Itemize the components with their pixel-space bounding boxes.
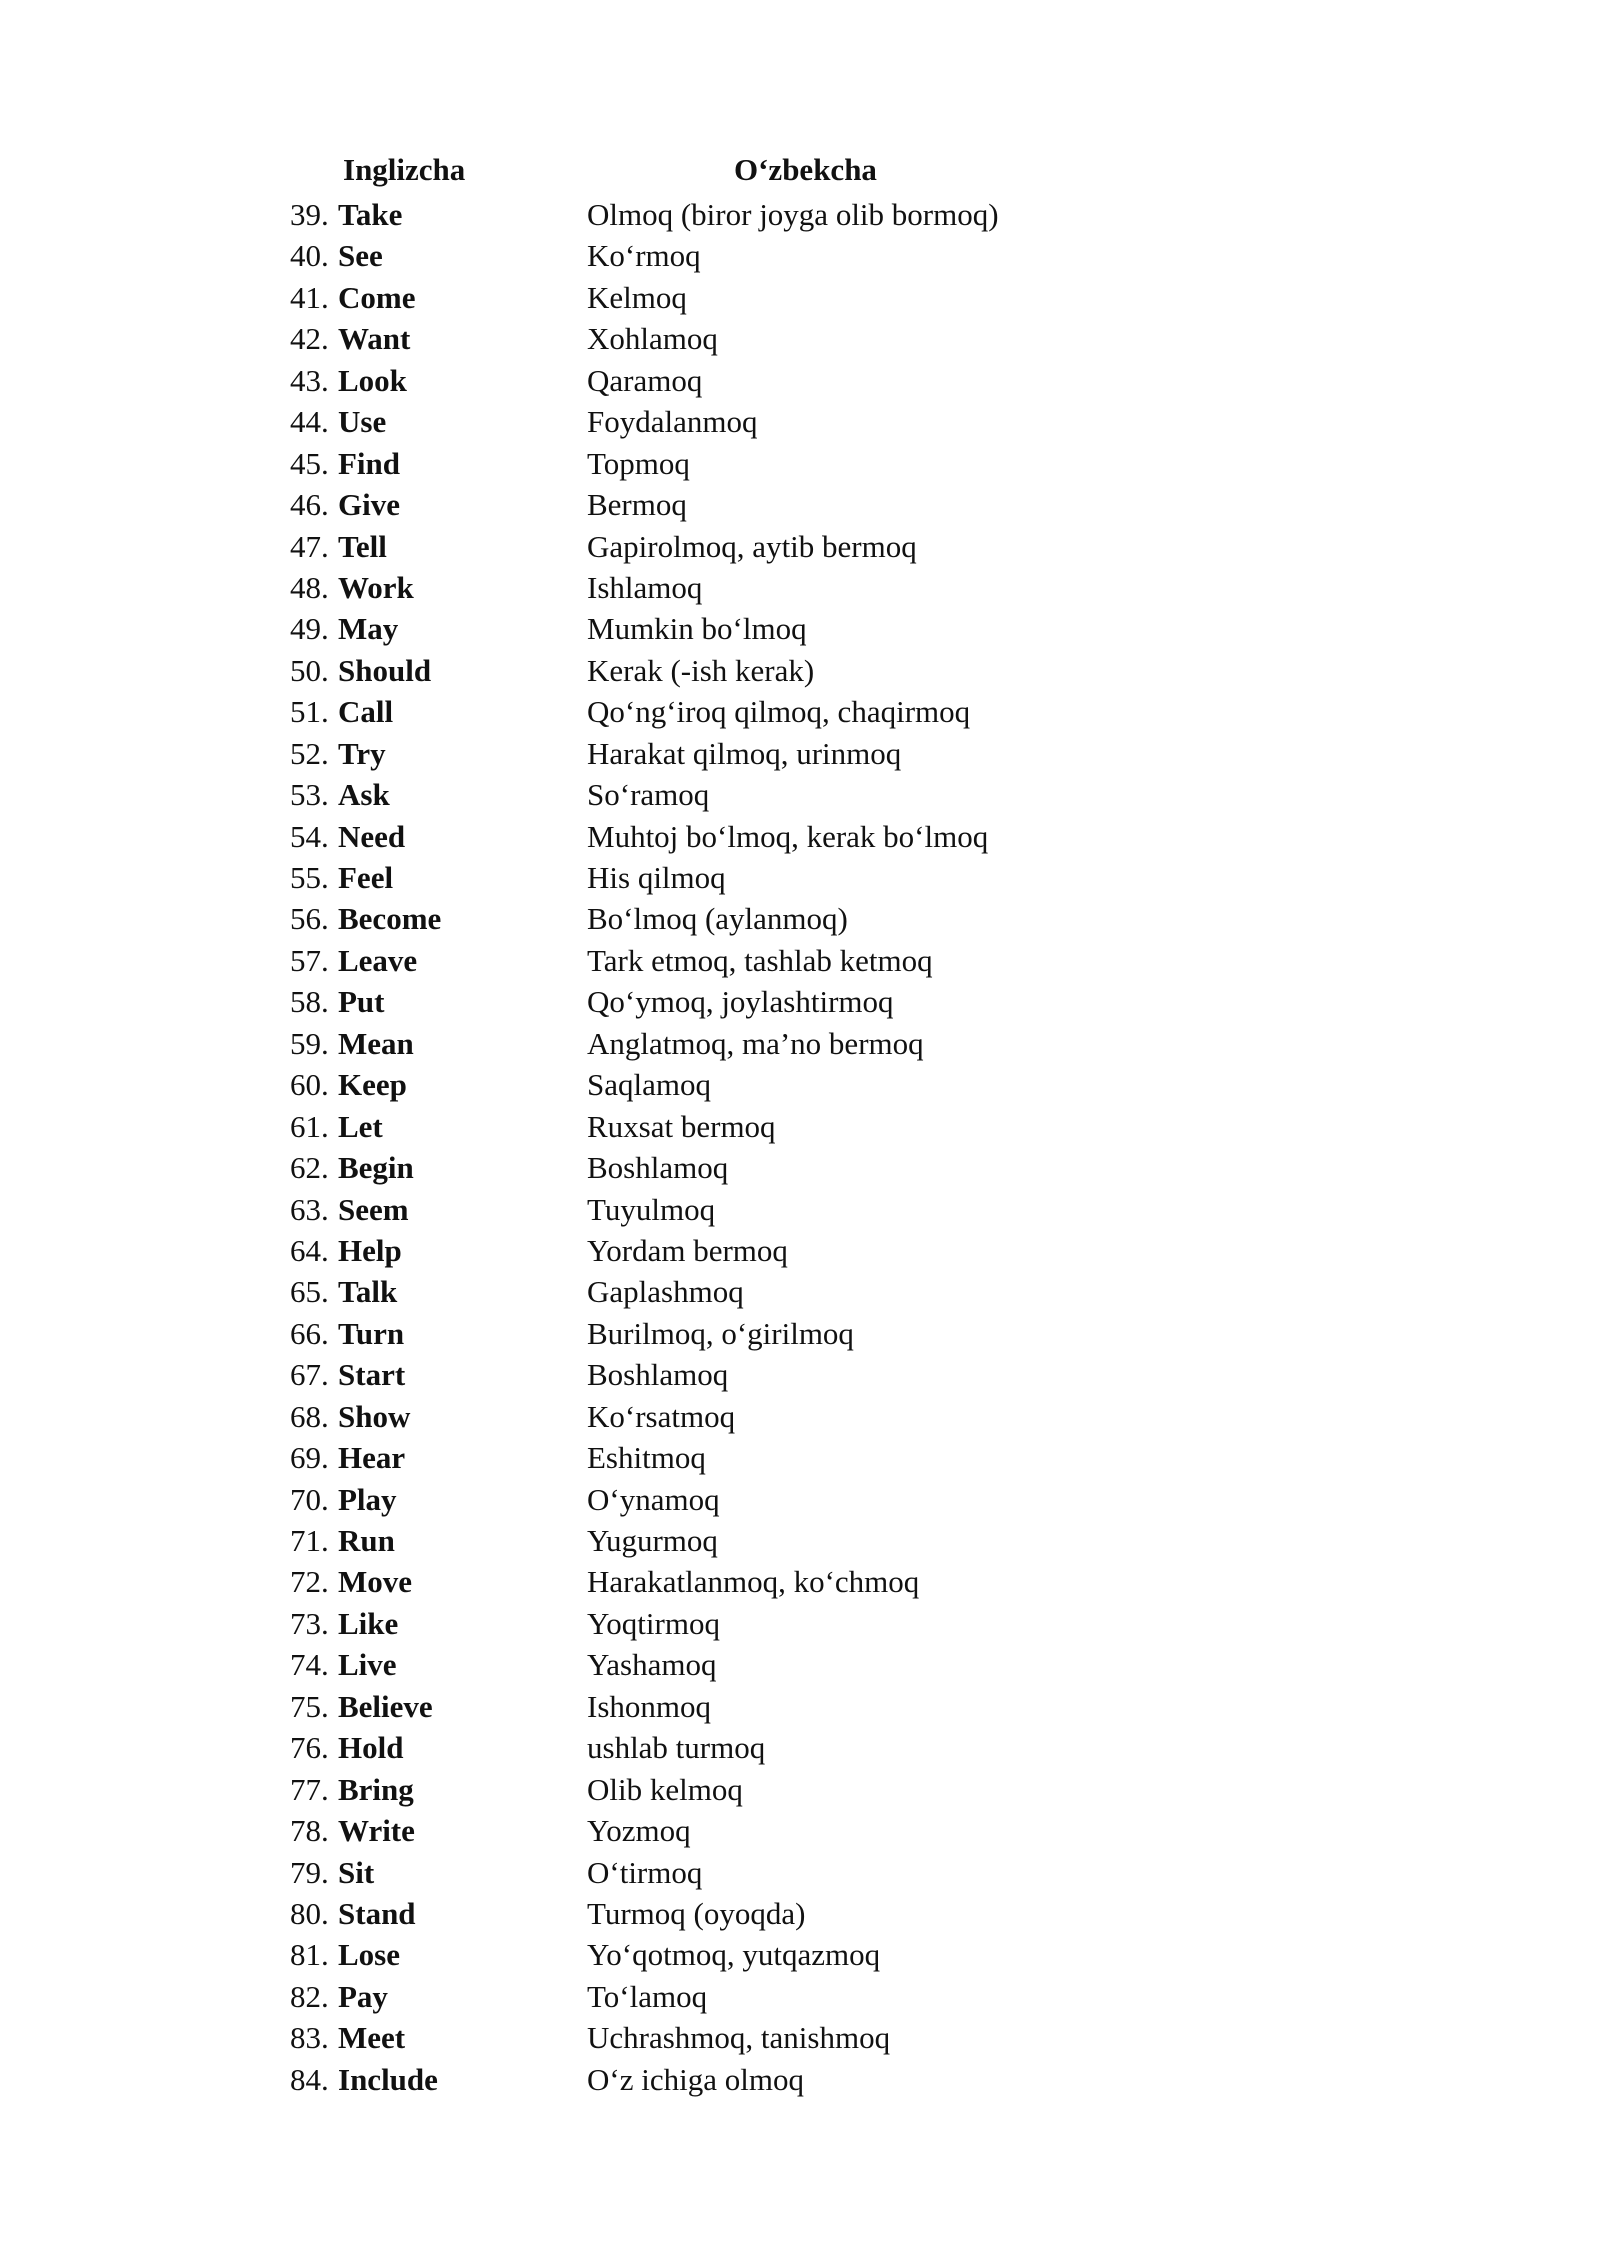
word-number: 57. — [290, 942, 329, 978]
word-number: 68. — [290, 1398, 329, 1434]
english-word: Hold — [338, 1730, 404, 1766]
word-number: 66. — [290, 1315, 329, 1351]
word-number: 41. — [290, 279, 329, 315]
uzbek-translation: Mumkin bo‘lmoq — [587, 611, 807, 647]
english-word: Play — [338, 1481, 397, 1517]
uzbek-translation: Harakat qilmoq, urinmoq — [587, 735, 902, 771]
word-number: 63. — [290, 1191, 329, 1227]
uzbek-translation: Bermoq — [587, 487, 687, 523]
word-number: 67. — [290, 1357, 329, 1393]
word-number: 76. — [290, 1730, 329, 1766]
uzbek-translation: Ko‘rsatmoq — [587, 1398, 736, 1434]
uzbek-translation: Gaplashmoq — [587, 1274, 744, 1310]
uzbek-translation: O‘tirmoq — [587, 1854, 703, 1890]
uzbek-translation: His qilmoq — [587, 860, 726, 895]
word-row — [0, 1810, 1600, 1851]
word-number: 81. — [290, 1937, 329, 1973]
uzbek-translation: Yugurmoq — [587, 1523, 718, 1558]
word-number: 60. — [290, 1067, 329, 1103]
word-number: 58. — [290, 984, 329, 1020]
word-row — [0, 526, 1600, 567]
uzbek-translation: Yordam bermoq — [587, 1232, 788, 1268]
uzbek-translation: Qaramoq — [587, 362, 703, 398]
word-number: 51. — [290, 694, 329, 730]
uzbek-translation: Muhtoj bo‘lmoq, kerak bo‘lmoq — [587, 818, 989, 854]
word-row — [0, 1230, 1600, 1271]
english-word: Meet — [338, 2020, 406, 2056]
uzbek-translation: Yashamoq — [587, 1647, 717, 1683]
word-number: 62. — [290, 1150, 329, 1186]
word-row — [0, 650, 1600, 691]
uzbek-translation: O‘z ichiga olmoq — [587, 2061, 804, 2097]
word-row — [0, 1479, 1600, 1520]
english-word: Hear — [338, 1440, 406, 1476]
word-row — [0, 2017, 1600, 2058]
uzbek-translation: Foydalanmoq — [587, 404, 758, 440]
word-number: 84. — [290, 2061, 329, 2097]
word-row — [0, 857, 1600, 898]
word-number: 42. — [290, 321, 329, 357]
word-number: 39. — [290, 197, 329, 232]
word-row — [0, 1561, 1600, 1602]
word-number: 46. — [290, 487, 329, 523]
word-row — [0, 194, 1600, 235]
word-number: 44. — [290, 404, 329, 440]
english-word: Feel — [338, 860, 394, 895]
uzbek-translation: Turmoq (oyoqda) — [587, 1895, 806, 1931]
english-word: Stand — [338, 1895, 416, 1931]
word-number: 80. — [290, 1895, 329, 1931]
english-word: Put — [338, 984, 385, 1020]
word-number: 75. — [290, 1688, 329, 1724]
uzbek-translation: Gapirolmoq, aytib bermoq — [587, 528, 917, 564]
word-number: 49. — [290, 611, 329, 647]
uzbek-translation: Ishlamoq — [587, 569, 703, 605]
word-number: 54. — [290, 818, 329, 854]
word-row — [0, 981, 1600, 1022]
word-row — [0, 816, 1600, 857]
english-word: Look — [338, 362, 407, 398]
english-word: Try — [338, 735, 386, 771]
uzbek-translation: Topmoq — [587, 445, 690, 481]
uzbek-translation: So‘ramoq — [587, 777, 710, 813]
uzbek-translation: Harakatlanmoq, ko‘chmoq — [587, 1564, 920, 1600]
uzbek-translation: Uchrashmoq, tanishmoq — [587, 2020, 891, 2056]
word-number: 71. — [290, 1523, 329, 1558]
uzbek-translation: ushlab turmoq — [587, 1730, 766, 1766]
word-number: 72. — [290, 1564, 329, 1600]
english-word: Pay — [338, 1978, 388, 2014]
table-header — [0, 152, 1600, 194]
english-word: Run — [338, 1523, 395, 1558]
word-row — [0, 1520, 1600, 1561]
uzbek-translation: Olmoq (biror joyga olib bormoq) — [587, 197, 999, 232]
word-row — [0, 1023, 1600, 1064]
word-row — [0, 1934, 1600, 1975]
uzbek-translation: Ko‘rmoq — [587, 238, 701, 274]
english-word: Sit — [338, 1854, 375, 1890]
word-row — [0, 1313, 1600, 1354]
word-number: 78. — [290, 1813, 329, 1849]
word-row — [0, 1727, 1600, 1768]
word-row — [0, 1106, 1600, 1147]
uzbek-translation: Saqlamoq — [587, 1067, 711, 1103]
english-word: Seem — [338, 1191, 409, 1227]
uzbek-translation: Ishonmoq — [587, 1688, 711, 1724]
uzbek-translation: Burilmoq, o‘girilmoq — [587, 1315, 854, 1351]
uzbek-translation: Yoqtirmoq — [587, 1605, 720, 1641]
uzbek-translation: Eshitmoq — [587, 1440, 706, 1476]
uzbek-translation: Boshlamoq — [587, 1357, 729, 1393]
word-row — [0, 1644, 1600, 1685]
english-word: Live — [338, 1647, 397, 1683]
english-word: Like — [338, 1605, 399, 1641]
header-uzbek: O‘zbekcha — [734, 152, 877, 187]
word-row — [0, 484, 1600, 525]
english-word: Want — [338, 321, 411, 357]
word-number: 79. — [290, 1854, 329, 1890]
word-row — [0, 1064, 1600, 1105]
word-row — [0, 2059, 1600, 2100]
english-word: Move — [338, 1564, 413, 1600]
english-word: Give — [338, 487, 400, 523]
word-row — [0, 235, 1600, 276]
word-row — [0, 1893, 1600, 1934]
word-row — [0, 1354, 1600, 1395]
uzbek-translation: Tuyulmoq — [587, 1191, 716, 1227]
english-word: Write — [338, 1813, 415, 1849]
word-number: 77. — [290, 1771, 329, 1807]
english-word: Should — [338, 652, 432, 688]
word-number: 83. — [290, 2020, 329, 2056]
english-word: Tell — [338, 528, 387, 564]
word-row — [0, 774, 1600, 815]
uzbek-translation: Kerak (-ish kerak) — [587, 652, 815, 688]
word-row — [0, 318, 1600, 359]
header-english: Inglizcha — [343, 152, 466, 187]
english-word: Need — [338, 818, 406, 854]
word-row — [0, 1437, 1600, 1478]
english-word: Begin — [338, 1150, 414, 1186]
word-number: 48. — [290, 569, 329, 605]
uzbek-translation: Olib kelmoq — [587, 1771, 743, 1807]
word-number: 65. — [290, 1274, 329, 1310]
english-word: May — [338, 611, 399, 647]
word-number: 47. — [290, 528, 329, 564]
uzbek-translation: Ruxsat bermoq — [587, 1108, 776, 1144]
uzbek-translation: Anglatmoq, ma’no bermoq — [587, 1025, 924, 1061]
word-number: 53. — [290, 777, 329, 813]
word-row — [0, 1976, 1600, 2017]
english-word: Show — [338, 1398, 411, 1434]
uzbek-translation: Bo‘lmoq (aylanmoq) — [587, 901, 848, 937]
word-row — [0, 1189, 1600, 1230]
english-word: Believe — [338, 1688, 433, 1724]
word-number: 50. — [290, 652, 329, 688]
english-word: Bring — [338, 1771, 414, 1807]
word-number: 45. — [290, 445, 329, 481]
uzbek-translation: Tark etmoq, tashlab ketmoq — [587, 942, 933, 978]
word-number: 73. — [290, 1605, 329, 1641]
word-number: 70. — [290, 1481, 329, 1517]
word-number: 40. — [290, 238, 329, 274]
word-number: 74. — [290, 1647, 329, 1683]
uzbek-translation: To‘lamoq — [587, 1978, 708, 2014]
english-word: See — [338, 238, 383, 274]
english-word: Find — [338, 445, 401, 481]
word-row — [0, 940, 1600, 981]
english-word: Become — [338, 901, 442, 937]
word-row — [0, 360, 1600, 401]
english-word: Include — [338, 2061, 438, 2097]
word-row — [0, 1852, 1600, 1893]
word-number: 64. — [290, 1232, 329, 1268]
word-row — [0, 691, 1600, 732]
word-number: 55. — [290, 860, 329, 895]
english-word: Let — [338, 1108, 383, 1144]
uzbek-translation: Qo‘ymoq, joylashtirmoq — [587, 984, 894, 1020]
word-number: 61. — [290, 1108, 329, 1144]
uzbek-translation: O‘ynamoq — [587, 1481, 720, 1517]
english-word: Use — [338, 404, 387, 440]
english-word: Turn — [338, 1315, 405, 1351]
word-row — [0, 567, 1600, 608]
word-number: 52. — [290, 735, 329, 771]
english-word: Help — [338, 1232, 402, 1268]
word-row — [0, 1147, 1600, 1188]
english-word: Start — [338, 1357, 406, 1393]
english-word: Leave — [338, 942, 418, 978]
word-list — [0, 194, 1600, 2100]
uzbek-translation: Boshlamoq — [587, 1150, 729, 1186]
uzbek-translation: Yo‘qotmoq, yutqazmoq — [587, 1937, 881, 1973]
word-row — [0, 898, 1600, 939]
english-word: Talk — [338, 1274, 398, 1310]
english-word: Mean — [338, 1025, 414, 1061]
word-row — [0, 401, 1600, 442]
word-row — [0, 1686, 1600, 1727]
uzbek-translation: Kelmoq — [587, 279, 687, 315]
english-word: Call — [338, 694, 394, 730]
word-row — [0, 608, 1600, 649]
english-word: Work — [338, 569, 414, 605]
word-row — [0, 733, 1600, 774]
word-number: 43. — [290, 362, 329, 398]
word-row — [0, 443, 1600, 484]
uzbek-translation: Qo‘ng‘iroq qilmoq, chaqirmoq — [587, 694, 971, 730]
word-number: 82. — [290, 1978, 329, 2014]
word-row — [0, 1769, 1600, 1810]
word-number: 56. — [290, 901, 329, 937]
uzbek-translation: Xohlamoq — [587, 321, 718, 357]
english-word: Keep — [338, 1067, 407, 1103]
word-row — [0, 277, 1600, 318]
word-row — [0, 1396, 1600, 1437]
english-word: Ask — [338, 777, 390, 813]
english-word: Lose — [338, 1937, 400, 1973]
word-number: 69. — [290, 1440, 329, 1476]
english-word: Take — [338, 197, 403, 232]
english-word: Come — [338, 279, 416, 315]
uzbek-translation: Yozmoq — [587, 1813, 691, 1849]
word-number: 59. — [290, 1025, 329, 1061]
word-row — [0, 1603, 1600, 1644]
word-row — [0, 1271, 1600, 1312]
